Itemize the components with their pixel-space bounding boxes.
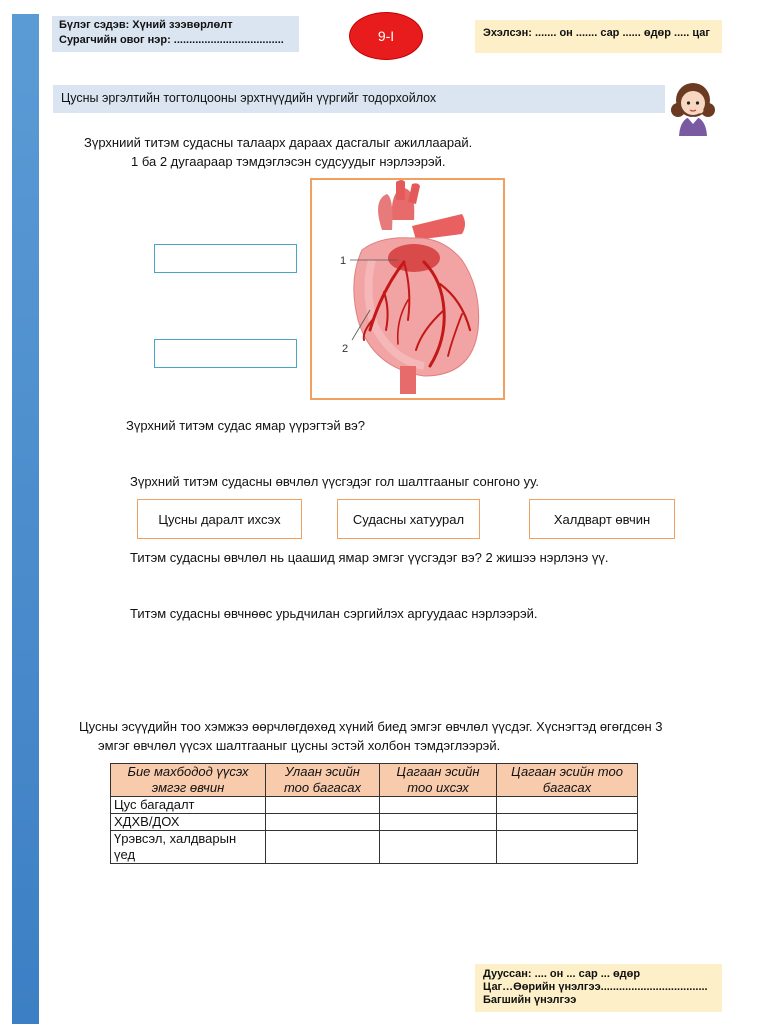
exercise-instruction: Зүрхниий титэм судасны талаарх дараах дасгалыг ажиллаарай. (84, 135, 473, 150)
student-girl-icon (670, 80, 716, 136)
column-header: Улаан эсийн тоо багасах (266, 764, 380, 797)
heart-label-1: 1 (340, 255, 347, 267)
descending-aorta (400, 366, 416, 394)
exercise-instruction-2: 1 ба 2 дугаараар тэмдэглэсэн судсуудыг нэрлээрэй. (131, 154, 446, 169)
column-header: Цагаан эсийн тоо багасах (497, 764, 638, 797)
topic-banner (53, 85, 665, 113)
artery-branch-1 (396, 180, 405, 200)
grade-badge (349, 12, 423, 60)
column-header: Цагаан эсийн тоо ихсэх (380, 764, 497, 797)
table-cell[interactable] (497, 831, 638, 864)
column-header: Бие махбодод үүсэх эмгэг өвчин (111, 764, 266, 797)
answer-box-vessel-2[interactable] (154, 339, 297, 368)
option-label: Халдварт өвчин (553, 511, 651, 527)
vena-cava (378, 194, 392, 230)
pulmonary-artery (412, 214, 465, 240)
row-label: Цус багадалт (111, 797, 266, 814)
heart-diagram-frame (310, 178, 505, 400)
left-atrium (388, 244, 440, 272)
table-cell[interactable] (497, 797, 638, 814)
option-label: Судасны хатуурал (352, 511, 465, 527)
table-header-row (111, 764, 638, 797)
row-label: ХДХВ/ДОХ (111, 814, 266, 831)
blood-task-line-1: Цусны эсүүдийн тоо хэмжээ өөрчлөгдөхөд хүний биед эмгэг өвчлөл үүсдэг. Хүснэгтэд өгөгдсөн 3 (79, 719, 663, 734)
self-assessment-line: Цаг…Өөрийн үнэлгээ................................... (483, 981, 708, 993)
table-cell[interactable] (380, 797, 497, 814)
answer-box-vessel-1[interactable] (154, 244, 297, 273)
header-info-box (52, 16, 299, 52)
grade-label: 9-I (377, 28, 395, 44)
table-cell[interactable] (266, 814, 380, 831)
student-name-line: Сурагчийн овог нэр: .................................... (59, 34, 284, 46)
option-sclerosis[interactable] (337, 499, 480, 539)
heart-illustration (312, 180, 503, 398)
table-cell[interactable] (380, 831, 497, 864)
blood-task-line-2: эмгэг өвчлөл үүсэх шалтгааныг цусны эстэй холбон тэмдэглээрэй. (98, 738, 501, 753)
table-cell[interactable] (266, 831, 380, 864)
option-label: Цусны даралт ихсэх (158, 511, 281, 527)
start-time-line: Эхэлсэн: ....... он ....... сар ...... өдөр ..... цаг (483, 27, 710, 39)
side-accent-bar (12, 14, 39, 1024)
blood-disorder-table (110, 763, 638, 864)
subject-line: Бүлэг сэдэв: Хүний зээвөрлөлт (59, 19, 233, 31)
footer-finish-box (475, 964, 722, 1012)
question-cause: Зүрхний титэм судасны өвчлөл үүсгэдэг гол шалтгааныг сонгоно уу. (130, 474, 539, 489)
finish-date-line: Дуусcан: .... он ... сар ... өдөр (483, 968, 641, 980)
table-cell[interactable] (497, 814, 638, 831)
table-row (111, 797, 638, 814)
start-time-box (475, 20, 722, 53)
question-function: Зүрхний титэм судас ямар үүрэгтэй вэ? (126, 418, 365, 433)
table-cell[interactable] (380, 814, 497, 831)
table-row (111, 814, 638, 831)
row-label: Үрэвсэл, халдварын үед (111, 831, 266, 864)
table-row (111, 831, 638, 864)
question-prevention: Титэм судасны өвчнөөс урьдчилан сэргийлэх аргуудаас нэрлээрэй. (130, 606, 538, 621)
table-cell[interactable] (266, 797, 380, 814)
option-high-pressure[interactable] (137, 499, 302, 539)
topic-title: Цусны эргэлтийн тогтолцооны эрхтнүүдийн үүргийг тодорхойлох (61, 91, 437, 105)
teacher-assessment-line: Багшийн үнэлгээ (483, 994, 577, 1006)
option-infection[interactable] (529, 499, 675, 539)
heart-label-2: 2 (342, 343, 349, 355)
question-disease: Титэм судасны өвчлөл нь цаашид ямар эмгэг үүсгэдэг вэ? 2 жишээ нэрлэнэ үү. (130, 550, 609, 565)
